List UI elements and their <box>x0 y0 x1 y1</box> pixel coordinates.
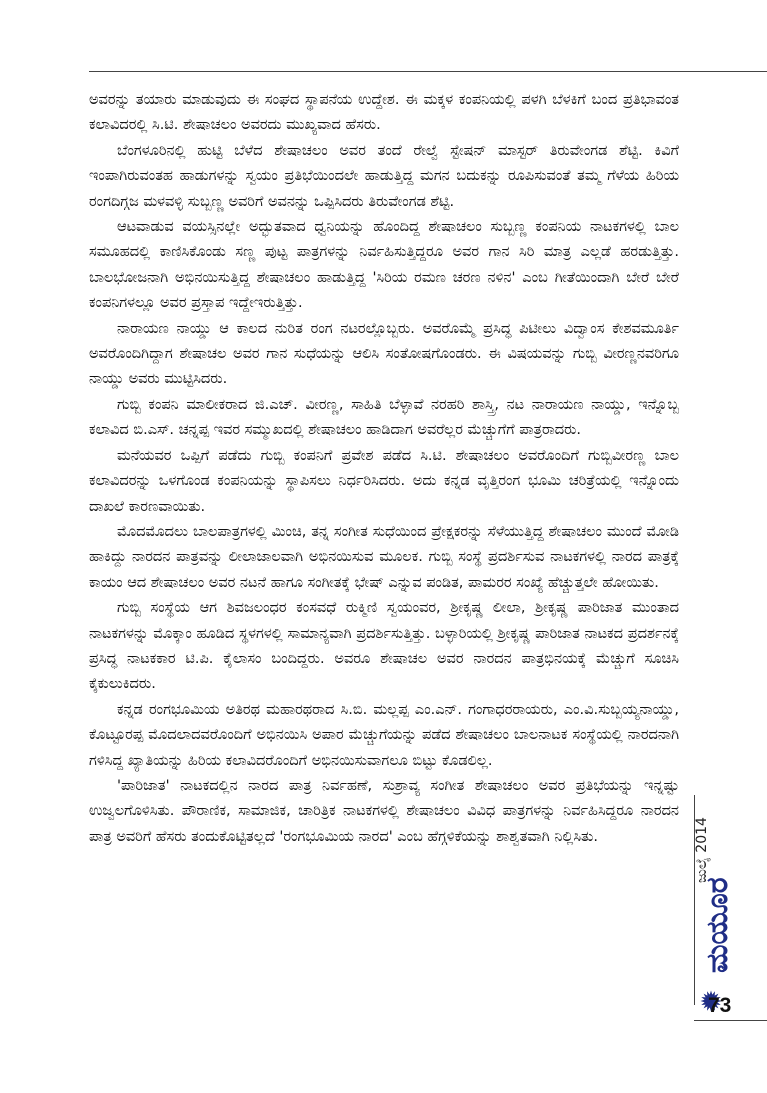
top-rule <box>89 71 767 72</box>
article-paragraph: ನಾರಾಯಣ ನಾಯ್ಡು ಆ ಕಾಲದ ನುರಿತ ರಂಗ ನಟರಲ್ಲೊಬ್ಬರು. ಅವರೊಮ್ಮೆ ಪ್ರಸಿದ್ಧ ಪಿಟೀಲು ವಿದ್ವಾಂಸ ಕೇಶವಮೂರ್ತಿ ಅವರೊಂದಿಗಿದ್ದಾಗ ಶೇಷಾಚಲ ಅವರ ಗಾನ ಸುಧೆಯನ್ನು ಆಲಿಸಿ ಸಂತೋಷಗೊಂಡರು. ಈ ವಿಷಯವನ್ನು ಗುಬ್ಬಿ ವೀರಣ್ಣನವರಿಗೂ ನಾಯ್ಡು ಅವರು ಮುಟ್ಟಿಸಿದರು. <box>89 320 679 388</box>
article-paragraph: ಅವರನ್ನು ತಯಾರು ಮಾಡುವುದು ಈ ಸಂಘದ ಸ್ಥಾಪನೆಯ ಉದ್ದೇಶ. ಈ ಮಕ್ಕಳ ಕಂಪನಿಯಲ್ಲಿ ಪಳಗಿ ಬೆಳಕಿಗೆ ಬಂದ ಪ್ರತಿಭಾವಂತ ಕಲಾವಿದರಲ್ಲಿ ಸಿ.ಟಿ. ಶೇಷಾಚಲಂ ಅವರದು ಮುಖ್ಯವಾದ ಹೆಸರು. <box>89 92 679 134</box>
magazine-name: ಮಯೂರ <box>700 877 735 973</box>
article-paragraph: ಆಟವಾಡುವ ವಯಸ್ಸಿನಲ್ಲೇ ಅದ್ಭುತವಾದ ಧ್ವನಿಯನ್ನು ಹೊಂದಿದ್ದ ಶೇಷಾಚಲಂ ಸುಬ್ಬಣ್ಣ ಕಂಪನಿಯ ನಾಟಕಗಳಲ್ಲಿ ಬಾಲ ಸಮೂಹದಲ್ಲಿ ಕಾಣಿಸಿಕೊಂಡು ಸಣ್ಣ ಪುಟ್ಟ ಪಾತ್ರಗಳನ್ನು ನಿರ್ವಹಿಸುತ್ತಿದ್ದರೂ ಅವರ ಗಾನ ಸಿರಿ ಮಾತ್ರ ಎಲ್ಲಡೆ ಹರಡುತ್ತಿತ್ತು. ಬಾಲಭೋಜನಾಗಿ ಅಭಿನಯಿಸುತ್ತಿದ್ದ ಶೇಷಾಚಲಂ ಹಾಡುತ್ತಿದ್ದ 'ಸಿರಿಯ ರಮಣ ಚರಣ ನಳಿನ' ಎಂಬ ಗೀತೆಯಿಂದಾಗಿ ಬೇರೆ ಬೇರೆ ಕಂಪನಿಗಳಲ್ಲೂ ಅವರ ಪ್ರಸ್ತಾಪ ಇದ್ದೇಇರುತ್ತಿತ್ತು. <box>89 219 679 312</box>
article-paragraph: ಬೆಂಗಳೂರಿನಲ್ಲಿ ಹುಟ್ಟಿ ಬೆಳೆದ ಶೇಷಾಚಲಂ ಅವರ ತಂದೆ ರೇಲ್ವೆ ಸ್ಟೇಷನ್ ಮಾಸ್ಟರ್ ತಿರುವೇಂಗಡ ಶೆಟ್ಟಿ. ಕಿವಿಗೆ ಇಂಪಾಗಿರುವಂತಹ ಹಾಡುಗಳನ್ನು ಸ್ವಯಂ ಪ್ರತಿಭೆಯಿಂದಲೇ ಹಾಡುತ್ತಿದ್ದ ಮಗನ ಬದುಕನ್ನು ರೂಪಿಸುವಂತೆ ತಮ್ಮ ಗೆಳೆಯ ಹಿರಿಯ ರಂಗದಿಗ್ಗಜ ಮಳವಳ್ಳಿ ಸುಬ್ಬಣ್ಣ ಅವರಿಗೆ ಅವನನ್ನು ಒಪ್ಪಿಸಿದರು ತಿರುವೇಂಗಡ ಶೆಟ್ಟಿ. <box>89 142 679 210</box>
article-paragraph: ಗುಬ್ಬಿ ಸಂಸ್ಥೆಯ ಆಗ ಶಿವಜಲಂಧರ ಕಂಸವಧೆ ರುಕ್ಮಿಣಿ ಸ್ವಯಂವರ, ಶ್ರೀಕೃಷ್ಣ ಲೀಲಾ, ಶ್ರೀಕೃಷ್ಣ ಪಾರಿಜಾತ ಮುಂತಾದ ನಾಟಕಗಳನ್ನು ಮೊಕ್ಕಾಂ ಹೂಡಿದ ಸ್ಥಳಗಳಲ್ಲಿ ಸಾಮಾನ್ಯವಾಗಿ ಪ್ರದರ್ಶಿಸುತ್ತಿತ್ತು. ಬಳ್ಳಾರಿಯಲ್ಲಿ ಶ್ರೀಕೃಷ್ಣ ಪಾರಿಜಾತ ನಾಟಕದ ಪ್ರದರ್ಶನಕ್ಕೆ ಪ್ರಸಿದ್ಧ ನಾಟಕಕಾರ ಟಿ.ಪಿ. ಕೈಲಾಸಂ ಬಂದಿದ್ದರು. ಅವರೂ ಶೇಷಾಚಲ ಅವರ ನಾರದನ ಪಾತ್ರಭಿನಯಕ್ಕೆ ಮೆಚ್ಚುಗೆ ಸೂಚಿಸಿ ಕೈಕುಲುಕಿದರು. <box>89 600 679 693</box>
bottom-rule <box>694 1020 767 1021</box>
article-body <box>89 88 679 850</box>
article-paragraph: ಮನೆಯವರ ಒಪ್ಪಿಗೆ ಪಡೆದು ಗುಬ್ಬಿ ಕಂಪನಿಗೆ ಪ್ರವೇಶ ಪಡೆದ ಸಿ.ಟಿ. ಶೇಷಾಚಲಂ ಅವರೊಂದಿಗೆ ಗುಬ್ಬಿವೀರಣ್ಣ ಬಾಲ ಕಲಾವಿದರನ್ನು ಒಳಗೊಂಡ ಕಂಪನಿಯನ್ನು ಸ್ಥಾಪಿಸಲು ನಿರ್ಧರಿಸಿದರು. ಅದು ಕನ್ನಡ ವೃತ್ತಿರಂಗ ಭೂಮಿ ಚರಿತ್ರೆಯಲ್ಲಿ ಇನ್ನೊಂದು ದಾಖಲೆ ಕಾರಣವಾಯಿತು. <box>89 447 679 515</box>
article-paragraph: ಮೊದಮೊದಲು ಬಾಲಪಾತ್ರಗಳಲ್ಲಿ ಮಿಂಚಿ, ತನ್ನ ಸಂಗೀತ ಸುಧೆಯಿಂದ ಪ್ರೇಕ್ಷಕರನ್ನು ಸೆಳೆಯುತ್ತಿದ್ದ ಶೇಷಾಚಲಂ ಮುಂದೆ ಮೋಡಿ ಹಾಕಿದ್ದು ನಾರದನ ಪಾತ್ರವನ್ನು ಲೀಲಾಜಾಲವಾಗಿ ಅಭಿನಯಿಸುವ ಮೂಲಕ. ಗುಬ್ಬಿ ಸಂಸ್ಥೆ ಪ್ರದರ್ಶಿಸುವ ನಾಟಕಗಳಲ್ಲಿ ನಾರದ ಪಾತ್ರಕ್ಕೆ ಕಾಯಂ ಆದ ಶೇಷಾಚಲಂ ಅವರ ನಟನೆ ಹಾಗೂ ಸಂಗೀತಕ್ಕೆ ಭೇಷ್ ಎನ್ನುವ ಪಂಡಿತ, ಪಾಮರರ ಸಂಖ್ಯೆ ಹೆಚ್ಚುತ್ತಲೇ ಹೋಯಿತು. <box>89 523 679 591</box>
magazine-masthead <box>690 795 738 980</box>
page-number: 73 <box>708 994 732 1017</box>
issue-date: ಜುಲೈ 2014 <box>694 817 710 883</box>
article-paragraph: 'ಪಾರಿಜಾತ' ನಾಟಕದಲ್ಲಿನ ನಾರದ ಪಾತ್ರ ನಿರ್ವಹಣೆ, ಸುಶ್ರಾವ್ಯ ಸಂಗೀತ ಶೇಷಾಚಲಂ ಅವರ ಪ್ರತಿಭೆಯನ್ನು ಇನ್ನಷ್ಟು ಉಜ್ವಲಗೊಳಿಸಿತು. ಪೌರಾಣಿಕ, ಸಾಮಾಜಿಕ, ಚಾರಿತ್ರಿಕ ನಾಟಕಗಳಲ್ಲಿ ಶೇಷಾಚಲಂ ವಿವಿಧ ಪಾತ್ರಗಳನ್ನು ನಿರ್ವಹಿಸಿದ್ದರೂ ನಾರದನ ಪಾತ್ರ ಅವರಿಗೆ ಹೆಸರು ತಂದುಕೊಟ್ಟಿತಲ್ಲದೆ 'ರಂಗಭೂಮಿಯ ನಾರದ' ಎಂಬ ಹೆಗ್ಗಳಿಕೆಯನ್ನು ಶಾಶ್ವತವಾಗಿ ನಿಲ್ಲಿಸಿತು. <box>89 777 679 845</box>
article-paragraph: ಗುಬ್ಬಿ ಕಂಪನಿ ಮಾಲೀಕರಾದ ಜಿ.ಎಚ್. ವೀರಣ್ಣ, ಸಾಹಿತಿ ಬೆಳ್ಳಾವೆ ನರಹರಿ ಶಾಸ್ತ್ರಿ, ನಟ ನಾರಾಯಣ ನಾಯ್ಡು, ಇನ್ನೊಬ್ಬ ಕಲಾವಿದ ಬಿ.ಎಸ್. ಚನ್ನಪ್ಪ ಇವರ ಸಮ್ಮುಖದಲ್ಲಿ ಶೇಷಾಚಲಂ ಹಾಡಿದಾಗ ಅವರೆಲ್ಲರ ಮೆಚ್ಚುಗೆಗೆ ಪಾತ್ರರಾದರು. <box>89 396 679 439</box>
article-paragraph: ಕನ್ನಡ ರಂಗಭೂಮಿಯ ಅತಿರಥ ಮಹಾರಥರಾದ ಸಿ.ಬಿ. ಮಲ್ಲಪ್ಪ ಎಂ.ಎನ್. ಗಂಗಾಧರರಾಯರು, ಎಂ.ವಿ.ಸುಬ್ಬಯ್ಯನಾಯ್ಡು, ಕೊಟ್ಟೂರಪ್ಪ ಮೊದಲಾದವರೊಂದಿಗೆ ಅಭಿನಯಿಸಿ ಅಪಾರ ಮೆಚ್ಚುಗೆಯನ್ನು ಪಡೆದ ಶೇಷಾಚಲಂ ಬಾಲನಾಟಕ ಸಂಸ್ಥೆಯಲ್ಲಿ ನಾರದನಾಗಿ ಗಳಿಸಿದ್ದ ಖ್ಯಾತಿಯನ್ನು ಹಿರಿಯ ಕಲಾವಿದರೊಂದಿಗೆ ಅಭಿನಯಿಸುವಾಗಲೂ ಬಿಟ್ಟು ಕೊಡಲಿಲ್ಲ. <box>89 701 679 769</box>
